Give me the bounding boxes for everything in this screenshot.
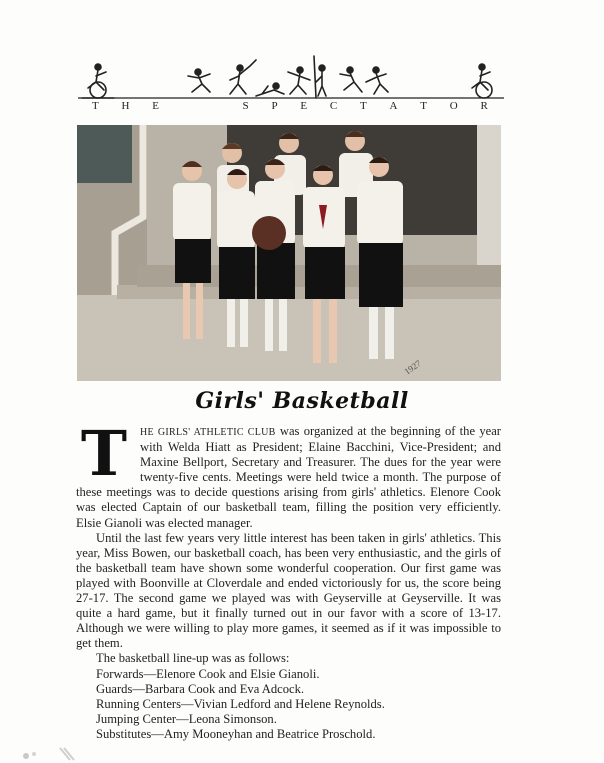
masthead-letter: T <box>360 100 369 112</box>
masthead-letter: T <box>92 100 101 112</box>
paragraph-1 <box>76 417 501 531</box>
right-chariot-figure <box>472 64 492 98</box>
masthead-header <box>78 52 504 114</box>
photo-signature: 1927 <box>402 358 423 377</box>
leaper-figure <box>340 67 362 92</box>
javelin-figure <box>230 60 256 94</box>
lineup-row: Forwards—Elenore Cook and Elsie Gianoli. <box>96 666 320 681</box>
runner-figure <box>188 69 210 92</box>
lineup-row: Jumping Center—Leona Simonson. <box>96 711 277 726</box>
masthead-letter: A <box>389 100 400 112</box>
lineup-list <box>76 667 501 742</box>
spear-figure <box>314 56 326 98</box>
team-photo-illustration <box>77 125 501 381</box>
masthead-letter: P <box>271 100 280 112</box>
masthead-letter: C <box>329 100 340 112</box>
masthead-letter: O <box>449 100 460 112</box>
paragraph-1-caps: HE GIRLS' ATHLETIC CLUB <box>140 427 276 438</box>
reclining-figure <box>256 83 284 96</box>
lineup-row: Substitutes—Amy Mooneyhan and Beatrice Proschold. <box>96 726 376 741</box>
lineup-row: Running Centers—Vivian Ledford and Helene Reynolds. <box>96 696 385 711</box>
corner-decoration <box>20 744 80 762</box>
lineup-intro: The basketball line-up was as follows: <box>96 651 290 666</box>
masthead-letter: E <box>152 100 161 112</box>
masthead-letter: R <box>480 100 490 112</box>
discus-figure <box>288 67 310 94</box>
masthead-letter: T <box>420 100 429 112</box>
drop-cap: T <box>80 417 128 490</box>
masthead-title <box>92 100 490 112</box>
masthead-letter: H <box>121 100 132 112</box>
team-photograph <box>77 125 501 381</box>
wrestler-figure <box>366 67 388 94</box>
masthead-letter: E <box>300 100 310 112</box>
masthead-letter: S <box>242 100 251 112</box>
paragraph-1-text: was organized at the beginning of the year with Welda Hiatt as President; Elaine Bacchini, Vice-President; and Maxine Bellport, Secretary and Treasurer. The dues for the year were twenty-five cents. Meetings were held twice a month. The purpose of these meetings was to decide questions arising from girls' athletics. Elenore Cook was elected Captain of our basketball team, filling the position very efficiently. Elsie Gianoli was elected manager. <box>76 424 501 530</box>
article-body <box>76 417 501 742</box>
lineup-row: Guards—Barbara Cook and Eva Adcock. <box>96 681 305 696</box>
paragraph-2: Until the last few years very little interest has been taken in girls' athletics. This year, Miss Bowen, our basketball coach, has been very enthusiastic, and the girls of the basketball team have shown some wonderful cooperation. Our first game was played with Boonville at Cloverdale and ended victoriously for us, the score being 27-17. The second game we played was with Geyserville at Geyserville. It was quite a hard game, but it finally turned out in our favor with a score of 13-17. Although we were willing to play more games, it seemed as if it was impossible to get them. <box>76 530 501 651</box>
article-title: Girls' Basketball <box>195 388 409 414</box>
left-chariot-figure <box>82 64 114 98</box>
basketball <box>252 216 286 250</box>
